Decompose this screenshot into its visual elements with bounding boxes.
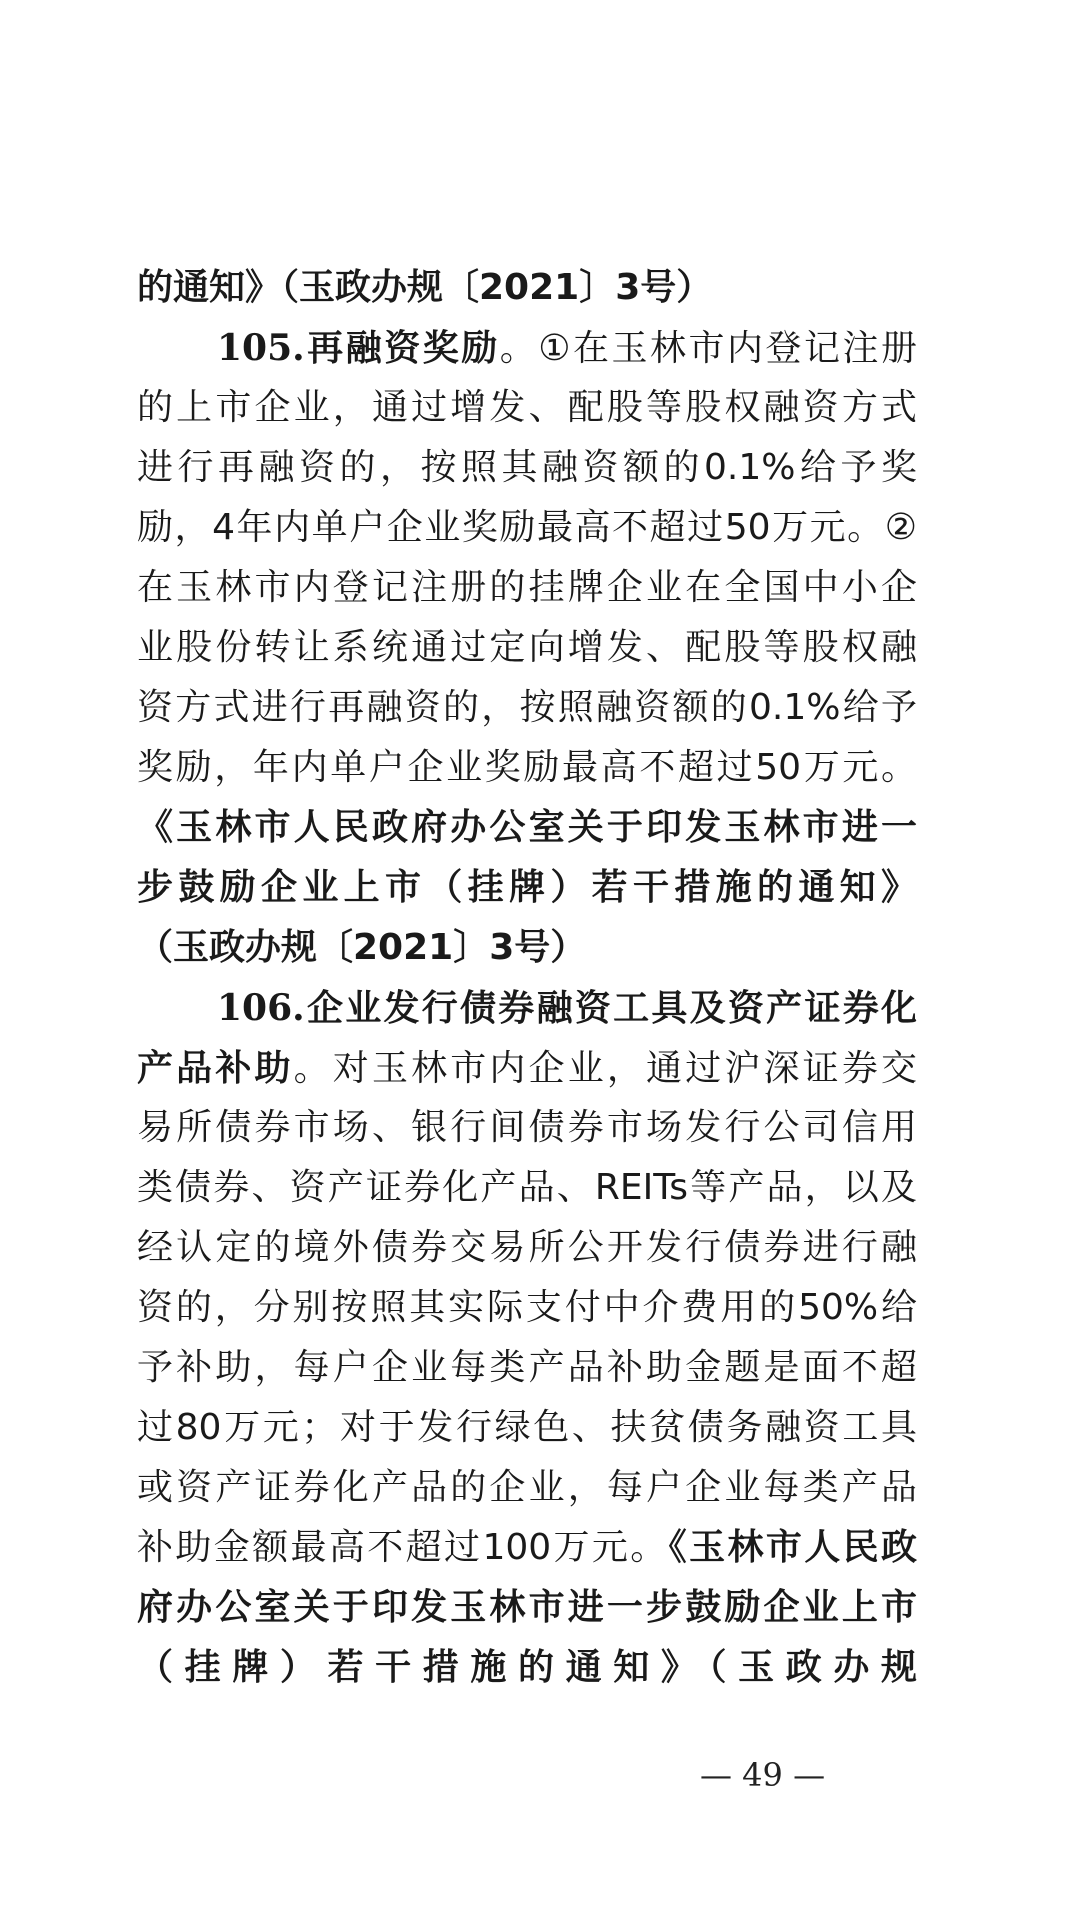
line-text: 业股份转让系统通过定向增发、配股等股权融 <box>137 627 917 668</box>
text-line-8 <box>137 678 917 738</box>
item-number-105: 105. <box>217 327 305 369</box>
line-text: 的上市企业，通过增发、配股等股权融资方式 <box>137 387 917 428</box>
line-text: 易所债券市场、银行间债券市场发行公司信用 <box>137 1107 917 1148</box>
text-line-1 <box>137 258 917 318</box>
text-line-20 <box>137 1398 917 1458</box>
text-line-22 <box>137 1518 917 1578</box>
line-text: 予补助，每户企业每类产品补助金题是面不超 <box>137 1347 917 1388</box>
text-line-17 <box>137 1218 917 1278</box>
item-number-106: 106. <box>217 987 305 1029</box>
text-line-11 <box>137 858 917 918</box>
line-text: 类债券、资产证券化产品、REITs等产品，以及 <box>137 1167 917 1208</box>
text-line-6 <box>137 558 917 618</box>
text-line-4 <box>137 438 917 498</box>
text-line-16 <box>137 1158 917 1218</box>
text-line-21 <box>137 1458 917 1518</box>
line-text: 。对玉林市内企业，通过沪深证券交 <box>293 1048 917 1089</box>
text-line-14 <box>137 1038 917 1098</box>
text-line-3 <box>137 378 917 438</box>
line-text: 的通知》（玉政办规〔2021〕3号） <box>137 267 713 308</box>
line-text: 府办公室关于印发玉林市进一步鼓励企业上市 <box>137 1587 917 1628</box>
line-text: （玉政办规〔2021〕3号） <box>137 927 587 968</box>
text-line-15 <box>137 1098 917 1158</box>
line-text: （挂牌）若干措施的通知》（玉政办规 <box>137 1647 917 1688</box>
text-line-18 <box>137 1278 917 1338</box>
text-line-5 <box>137 498 917 558</box>
item-title-105: 再融资奖励 <box>304 327 500 369</box>
item-title-106-cont: 产品补助 <box>137 1047 294 1089</box>
text-line-19 <box>137 1338 917 1398</box>
text-line-12 <box>137 918 917 978</box>
text-line-24 <box>137 1638 917 1698</box>
line-text: 资方式进行再融资的，按照融资额的0.1%给予 <box>137 687 917 728</box>
line-text: 。①在玉林市内登记注册 <box>499 328 917 369</box>
line-text: 步鼓励企业上市（挂牌）若干措施的通知》 <box>137 867 917 908</box>
line-text: 经认定的境外债券交易所公开发行债券进行融 <box>137 1227 917 1268</box>
line-text: 补助金额最高不超过100万元。 <box>137 1527 669 1568</box>
line-text: 或资产证券化产品的企业，每户企业每类产品 <box>137 1467 917 1508</box>
line-text: 奖励，年内单户企业奖励最高不超过50万元。 <box>137 747 917 788</box>
line-text: 在玉林市内登记注册的挂牌企业在全国中小企 <box>137 567 917 608</box>
line-text: 资的，分别按照其实际支付中介费用的50%给 <box>137 1287 917 1328</box>
page-number: — 49 — <box>700 1756 826 1794</box>
citation-text: 《玉林市人民政 <box>668 1527 917 1568</box>
line-text: 进行再融资的，按照其融资额的0.1%给予奖 <box>137 447 917 488</box>
text-line-13 <box>217 978 917 1038</box>
line-text: 《玉林市人民政府办公室关于印发玉林市进一 <box>137 807 917 848</box>
text-line-9 <box>137 738 917 798</box>
text-line-7 <box>137 618 917 678</box>
line-text: 过80万元；对于发行绿色、扶贫债务融资工具 <box>137 1407 917 1448</box>
text-line-10 <box>137 798 917 858</box>
item-title-106: 企业发行债券融资工具及资产证券化 <box>304 987 917 1029</box>
text-line-2 <box>217 318 917 378</box>
text-line-23 <box>137 1578 917 1638</box>
line-text: 励，4年内单户企业奖励最高不超过50万元。② <box>137 507 917 548</box>
